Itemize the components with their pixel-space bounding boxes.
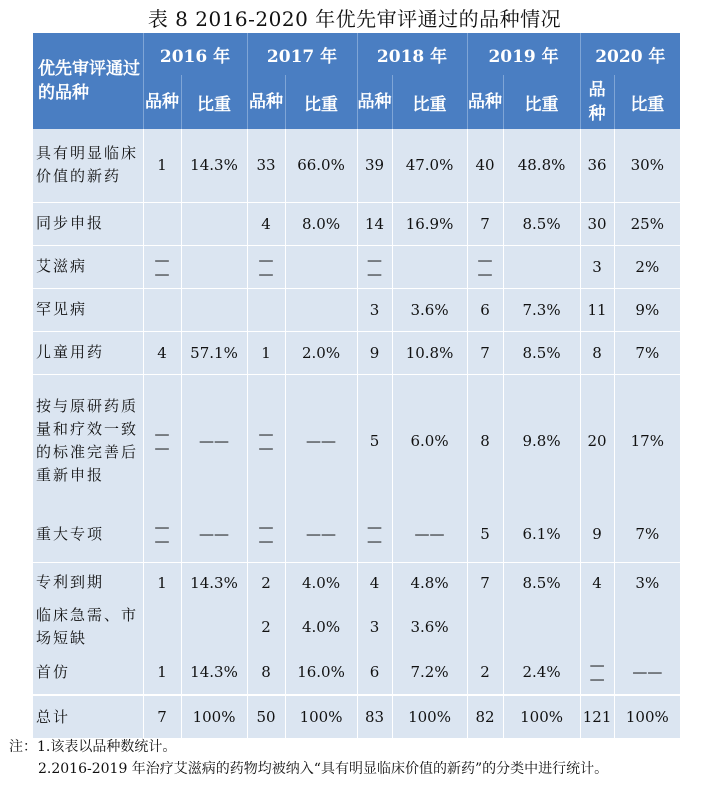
count-cell: 36 xyxy=(580,129,614,202)
ratio-cell: 7% xyxy=(614,331,680,374)
table-row xyxy=(33,562,680,603)
ratio-cell xyxy=(503,245,580,288)
row-label: 艾滋病 xyxy=(33,245,143,288)
count-cell: 7 xyxy=(467,202,503,245)
ratio-cell: 8.5% xyxy=(503,331,580,374)
ratio-cell: 2.0% xyxy=(285,331,357,374)
table-row xyxy=(33,129,680,202)
count-cell: 1 xyxy=(143,562,181,603)
ratio-cell: 100% xyxy=(503,695,580,738)
count-cell: 2 xyxy=(247,603,285,650)
row-label: 具有明显临床价值的新药 xyxy=(33,129,143,202)
count-cell: 30 xyxy=(580,202,614,245)
year-header: 2019 年 xyxy=(467,33,580,75)
year-header: 2016 年 xyxy=(143,33,247,75)
ratio-cell: 4.8% xyxy=(392,562,467,603)
count-cell: 8 xyxy=(467,374,503,507)
count-cell: 1 xyxy=(247,331,285,374)
table-row xyxy=(33,507,680,562)
note-2: 2.2016-2019 年治疗艾滋病的药物均被纳入“具有明显临床价值的新药”的分类中进行统计。 xyxy=(38,761,609,777)
count-header: 品种 xyxy=(467,75,503,129)
count-cell: 39 xyxy=(357,129,392,202)
ratio-cell: 100% xyxy=(285,695,357,738)
count-cell: 4 xyxy=(357,562,392,603)
table-row xyxy=(33,650,680,695)
table-row xyxy=(33,331,680,374)
ratio-cell: 66.0% xyxy=(285,129,357,202)
ratio-cell: 7% xyxy=(614,507,680,562)
count-cell: 121 xyxy=(580,695,614,738)
row-label: 罕见病 xyxy=(33,288,143,331)
row-label: 儿童用药 xyxy=(33,331,143,374)
count-cell: — — xyxy=(580,650,614,695)
ratio-cell: 14.3% xyxy=(181,129,247,202)
table-notes xyxy=(9,736,699,780)
row-label: 按与原研药质量和疗效一致的标准完善后重新申报 xyxy=(33,374,143,507)
year-header: 2017 年 xyxy=(247,33,357,75)
count-cell: 4 xyxy=(247,202,285,245)
note-1: 注：1.该表以品种数统计。 xyxy=(9,739,177,755)
count-cell: 7 xyxy=(143,695,181,738)
count-cell: 50 xyxy=(247,695,285,738)
ratio-cell: 16.9% xyxy=(392,202,467,245)
ratio-cell: 48.8% xyxy=(503,129,580,202)
ratio-cell xyxy=(181,603,247,650)
count-cell: 3 xyxy=(357,603,392,650)
count-header: 品种 xyxy=(580,75,614,129)
count-cell: 9 xyxy=(580,507,614,562)
ratio-cell: 100% xyxy=(181,695,247,738)
count-cell: 5 xyxy=(357,374,392,507)
count-header: 品种 xyxy=(143,75,181,129)
count-cell: — — xyxy=(247,245,285,288)
count-cell: — — xyxy=(247,374,285,507)
count-cell: 4 xyxy=(143,331,181,374)
count-cell: — — xyxy=(357,245,392,288)
ratio-header: 比重 xyxy=(503,75,580,129)
count-cell: 1 xyxy=(143,650,181,695)
count-cell: 11 xyxy=(580,288,614,331)
count-cell: 2 xyxy=(247,562,285,603)
count-cell: 7 xyxy=(467,331,503,374)
ratio-cell xyxy=(181,288,247,331)
count-cell: 33 xyxy=(247,129,285,202)
table-row xyxy=(33,374,680,507)
ratio-cell xyxy=(285,245,357,288)
ratio-cell xyxy=(392,245,467,288)
ratio-cell: 9.8% xyxy=(503,374,580,507)
ratio-cell: —— xyxy=(614,650,680,695)
ratio-header: 比重 xyxy=(181,75,247,129)
ratio-cell xyxy=(181,202,247,245)
count-cell: — — xyxy=(143,245,181,288)
ratio-cell: 6.1% xyxy=(503,507,580,562)
count-header: 品种 xyxy=(247,75,285,129)
table-row xyxy=(33,288,680,331)
ratio-cell: 17% xyxy=(614,374,680,507)
row-label: 总计 xyxy=(33,695,143,738)
count-cell xyxy=(143,202,181,245)
ratio-cell xyxy=(285,288,357,331)
count-cell: 4 xyxy=(580,562,614,603)
ratio-cell: 7.2% xyxy=(392,650,467,695)
count-cell: — — xyxy=(357,507,392,562)
count-cell xyxy=(467,603,503,650)
count-cell xyxy=(143,603,181,650)
ratio-cell: —— xyxy=(392,507,467,562)
row-label: 专利到期 xyxy=(33,562,143,603)
count-cell xyxy=(580,603,614,650)
ratio-cell: 2.4% xyxy=(503,650,580,695)
count-cell: — — xyxy=(143,374,181,507)
row-label: 首仿 xyxy=(33,650,143,695)
count-cell: 5 xyxy=(467,507,503,562)
priority-review-table xyxy=(33,33,680,738)
count-cell: 1 xyxy=(143,129,181,202)
count-cell: 8 xyxy=(247,650,285,695)
ratio-cell: —— xyxy=(181,507,247,562)
row-label: 临床急需、市场短缺 xyxy=(33,603,143,650)
count-cell xyxy=(247,288,285,331)
ratio-cell: 8.0% xyxy=(285,202,357,245)
ratio-cell xyxy=(503,603,580,650)
ratio-cell: 4.0% xyxy=(285,562,357,603)
row-label: 同步申报 xyxy=(33,202,143,245)
ratio-cell: —— xyxy=(285,374,357,507)
ratio-cell: 9% xyxy=(614,288,680,331)
ratio-cell: 14.3% xyxy=(181,650,247,695)
count-cell: 9 xyxy=(357,331,392,374)
table-row xyxy=(33,245,680,288)
ratio-cell: 8.5% xyxy=(503,562,580,603)
table-title: 表 8 2016-2020 年优先审评通过的品种情况 xyxy=(147,7,562,31)
row-label: 重大专项 xyxy=(33,507,143,562)
count-cell: 8 xyxy=(580,331,614,374)
count-cell: 82 xyxy=(467,695,503,738)
count-cell: — — xyxy=(247,507,285,562)
ratio-cell: —— xyxy=(181,374,247,507)
ratio-cell: 7.3% xyxy=(503,288,580,331)
ratio-header: 比重 xyxy=(392,75,467,129)
ratio-cell: 4.0% xyxy=(285,603,357,650)
count-cell: 3 xyxy=(580,245,614,288)
table-row xyxy=(33,603,680,650)
ratio-cell: 30% xyxy=(614,129,680,202)
count-header: 品种 xyxy=(357,75,392,129)
ratio-cell xyxy=(181,245,247,288)
ratio-cell: 3.6% xyxy=(392,288,467,331)
ratio-cell: 100% xyxy=(392,695,467,738)
ratio-cell: 3% xyxy=(614,562,680,603)
count-cell: 6 xyxy=(467,288,503,331)
ratio-cell: 25% xyxy=(614,202,680,245)
count-cell: 2 xyxy=(467,650,503,695)
ratio-cell: 2% xyxy=(614,245,680,288)
table-row xyxy=(33,202,680,245)
ratio-cell: 16.0% xyxy=(285,650,357,695)
count-cell: 40 xyxy=(467,129,503,202)
count-cell xyxy=(143,288,181,331)
year-header: 2018 年 xyxy=(357,33,467,75)
ratio-cell: 6.0% xyxy=(392,374,467,507)
ratio-cell: —— xyxy=(285,507,357,562)
table-row xyxy=(33,695,680,738)
ratio-cell xyxy=(614,603,680,650)
ratio-header: 比重 xyxy=(285,75,357,129)
ratio-cell: 8.5% xyxy=(503,202,580,245)
count-cell: 83 xyxy=(357,695,392,738)
ratio-cell: 100% xyxy=(614,695,680,738)
ratio-header: 比重 xyxy=(614,75,680,129)
ratio-cell: 3.6% xyxy=(392,603,467,650)
count-cell: 14 xyxy=(357,202,392,245)
ratio-cell: 14.3% xyxy=(181,562,247,603)
count-cell: 3 xyxy=(357,288,392,331)
count-cell: 6 xyxy=(357,650,392,695)
count-cell: 20 xyxy=(580,374,614,507)
ratio-cell: 10.8% xyxy=(392,331,467,374)
year-header: 2020 年 xyxy=(580,33,680,75)
count-cell: — — xyxy=(467,245,503,288)
count-cell: — — xyxy=(143,507,181,562)
ratio-cell: 57.1% xyxy=(181,331,247,374)
corner-header: 优先审评通过的品种 xyxy=(33,33,143,129)
ratio-cell: 47.0% xyxy=(392,129,467,202)
count-cell: 7 xyxy=(467,562,503,603)
